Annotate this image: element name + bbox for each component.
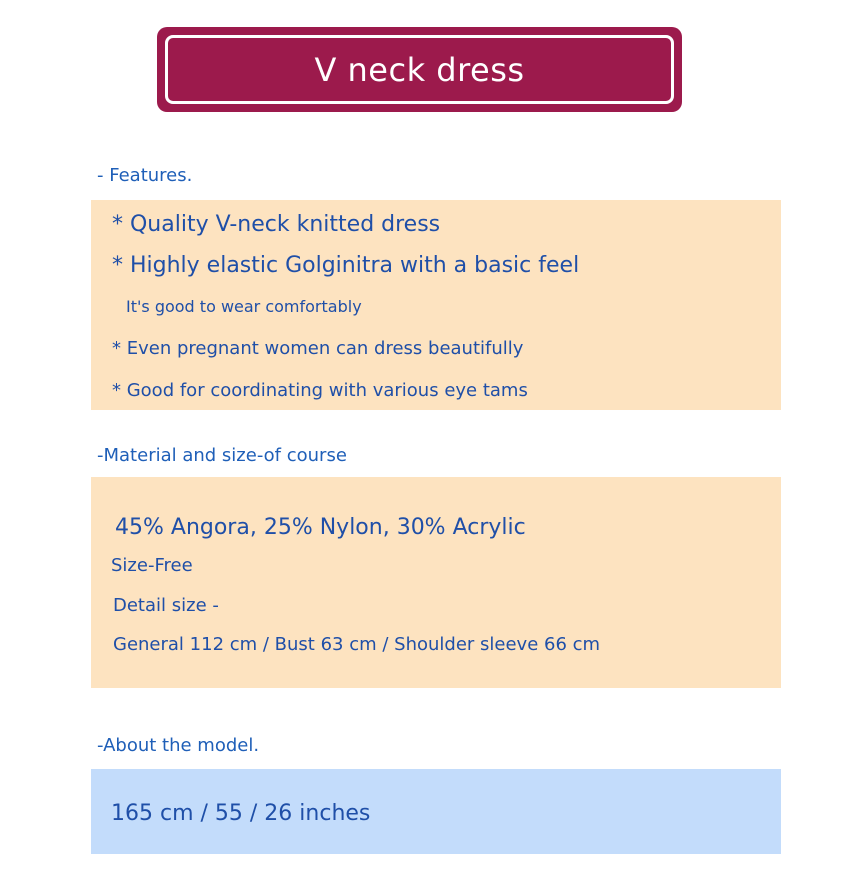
- material-panel: [91, 477, 781, 688]
- model-heading: -About the model.: [97, 735, 260, 756]
- features-panel: [91, 200, 781, 410]
- title-banner: [157, 27, 682, 112]
- features-heading: - Features.: [97, 165, 193, 186]
- feature-item-1: * Quality V-neck knitted dress: [112, 212, 441, 237]
- model-stats: 165 cm / 55 / 26 inches: [111, 801, 371, 826]
- size-label: Size-Free: [111, 555, 193, 576]
- title-frame: [165, 35, 674, 104]
- feature-item-2: * Highly elastic Golginitra with a basic feel: [112, 253, 580, 278]
- page-title: V neck dress: [314, 50, 525, 89]
- feature-item-2-note: It's good to wear comfortably: [126, 297, 362, 316]
- material-composition: 45% Angora, 25% Nylon, 30% Acrylic: [115, 515, 526, 540]
- feature-item-4: * Good for coordinating with various eye tams: [112, 380, 528, 401]
- model-panel: [91, 769, 781, 854]
- detail-size-values: General 112 cm / Bust 63 cm / Shoulder sleeve 66 cm: [113, 634, 601, 655]
- detail-size-label: Detail size -: [113, 595, 219, 616]
- feature-item-3: * Even pregnant women can dress beautifully: [112, 338, 524, 359]
- material-heading: -Material and size-of course: [97, 445, 347, 466]
